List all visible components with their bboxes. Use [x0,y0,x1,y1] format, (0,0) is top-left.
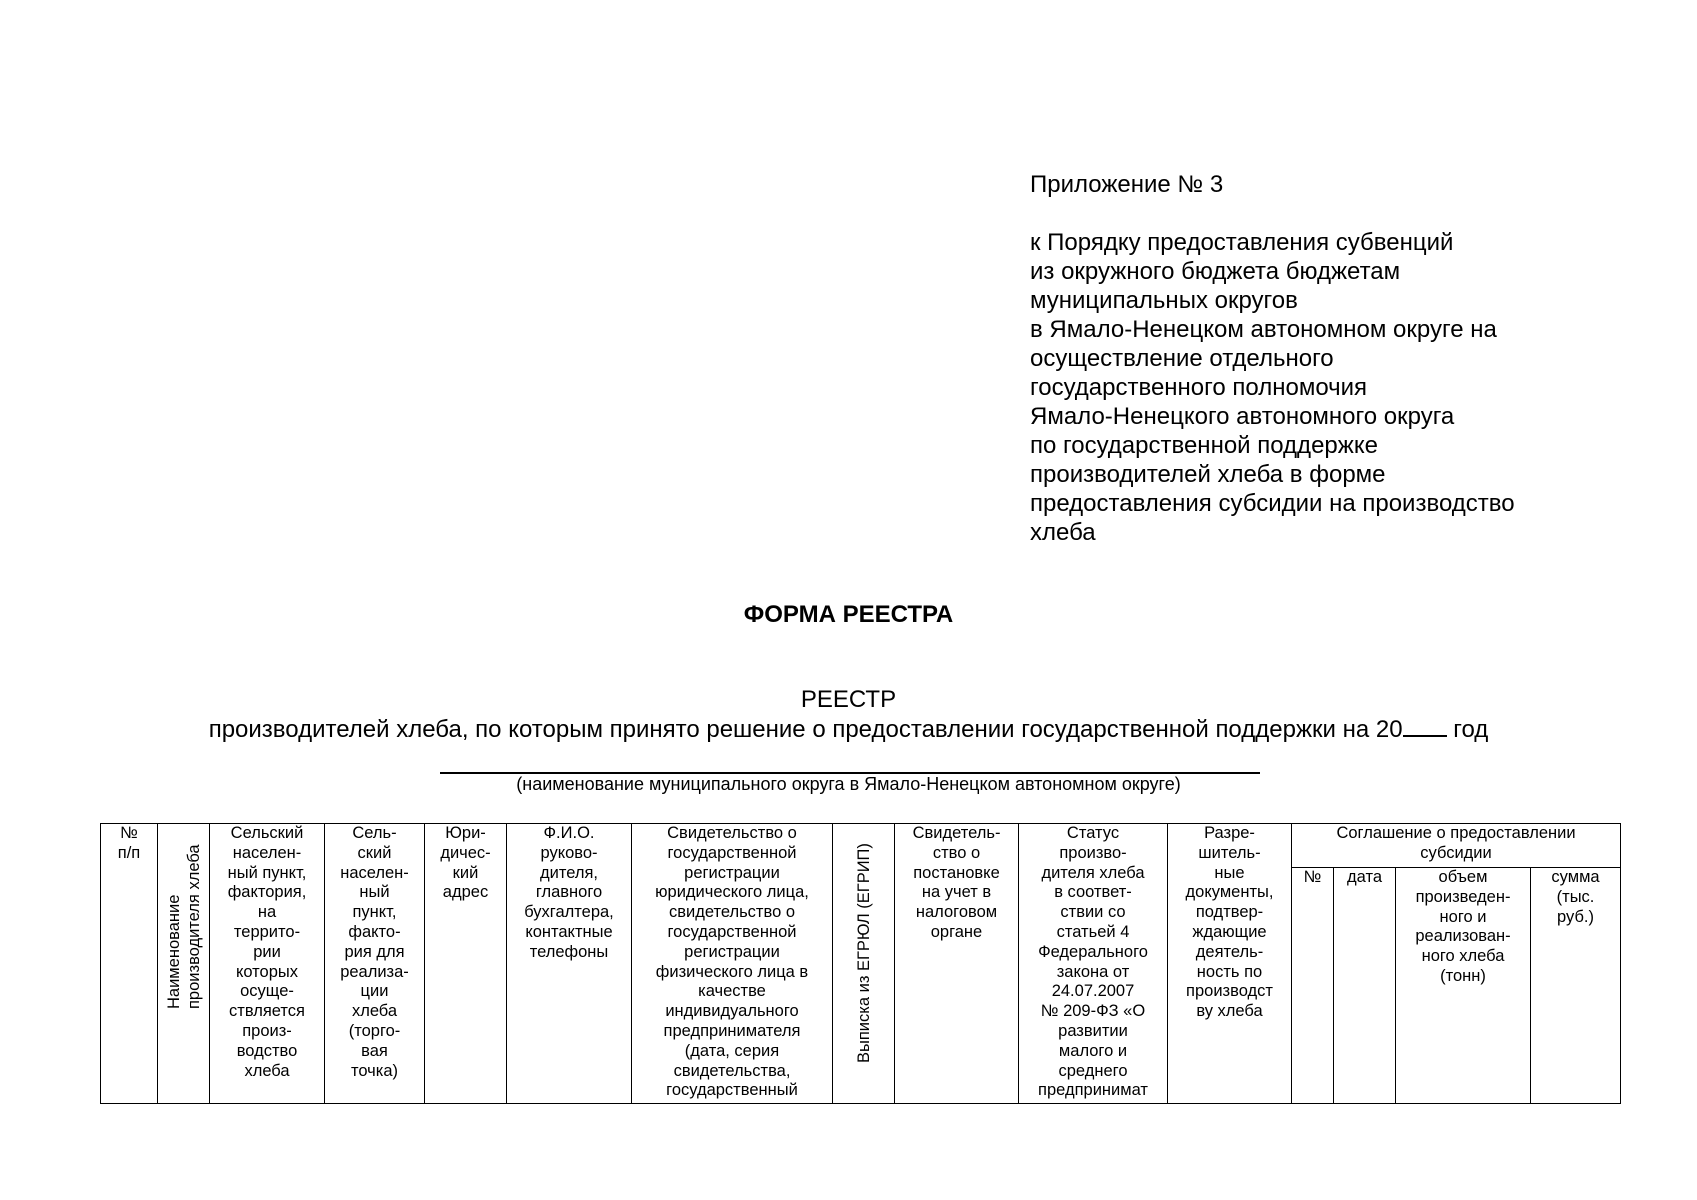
appendix-line: осуществление отдельного [1030,345,1334,372]
header-egrul-extract-text: Выписка из ЕГРЮЛ (ЕГРИП) [854,843,873,1063]
registry-title: РЕЕСТР [800,686,897,713]
header-producer-name-text: Наименование производителя хлеба [164,844,203,1009]
header-subsidy-amount: сумма (тыс. руб.) [1531,868,1621,1104]
appendix-line: к Порядку предоставления субвенций [1030,229,1454,256]
municipality-caption: (наименование муниципального округа в Ямало-Ненецком автономном округе) [516,774,1181,794]
header-tax-certificate: Свидетель- ство о постановке на учет в налоговом органе [895,824,1019,1104]
appendix-line: государственного полномочия [1030,374,1368,401]
header-sales-settlement: Сель- ский населен- ный пункт, факто- рия для реализа- ции хлеба (торго- вая точка) [325,824,425,1104]
header-bread-volume: объем произведен- ного и реализован- ного хлеба (тонн) [1396,868,1531,1104]
registry-table [100,823,1621,1104]
header-producer-status: Статус произво- дителя хлеба в соответ- ствии со статьей 4 Федерального закона от 24.07.2007 № 209-ФЗ «О развитии малого и среднего предпринимат [1019,824,1168,1104]
header-subsidy-agreement: Соглашение о предоставлении субсидии [1292,824,1621,868]
header-legal-address: Юри- дичес- кий адрес [425,824,507,1104]
registry-subtitle-text: производителей хлеба, по которым принято решение о предоставлении государственной поддержки на 20 [208,716,1403,743]
appendix-line: муниципальных округов [1030,287,1298,314]
appendix-line: предоставления субсидии на производство [1030,490,1515,517]
appendix-line: в Ямало-Ненецком автономном округе на [1030,316,1497,343]
appendix-line: хлеба [1030,519,1096,546]
appendix-block [1030,170,1630,547]
appendix-line: по государственной поддержке [1030,432,1378,459]
header-management-contacts: Ф.И.О. руково- дителя, главного бухгалтера, контактные телефоны [507,824,632,1104]
registry-subtitle-year-word: год [1446,716,1489,743]
header-egrul-extract [833,824,895,1104]
year-blank-line [1403,715,1447,737]
header-number: № п/п [101,824,158,1104]
appendix-number: Приложение № 3 [1030,171,1224,198]
header-producer-name [158,824,210,1104]
appendix-line: из окружного бюджета бюджетам [1030,258,1401,285]
form-title: ФОРМА РЕЕСТРА [743,601,954,628]
header-production-settlement: Сельский населен- ный пункт, фактория, на террито- рии которых осуще- ствляется произ- водство хлеба [210,824,325,1104]
header-agreement-number: № [1292,868,1334,1104]
registry-subtitle [0,715,1697,745]
header-registration-certificate: Свидетельство о государственной регистрации юридического лица, свидетельство о государственной регистрации физического лица в качестве индивидуального предпринимателя (дата, серия свидетельства, государственный [632,824,833,1104]
appendix-line: Ямало-Ненецкого автономного округа [1030,403,1455,430]
header-agreement-date: дата [1334,868,1396,1104]
appendix-line: производителей хлеба в форме [1030,461,1386,488]
header-permits: Разре- шитель- ные документы, подтвер- ждающие деятель- ность по производст ву хлеба [1168,824,1292,1104]
